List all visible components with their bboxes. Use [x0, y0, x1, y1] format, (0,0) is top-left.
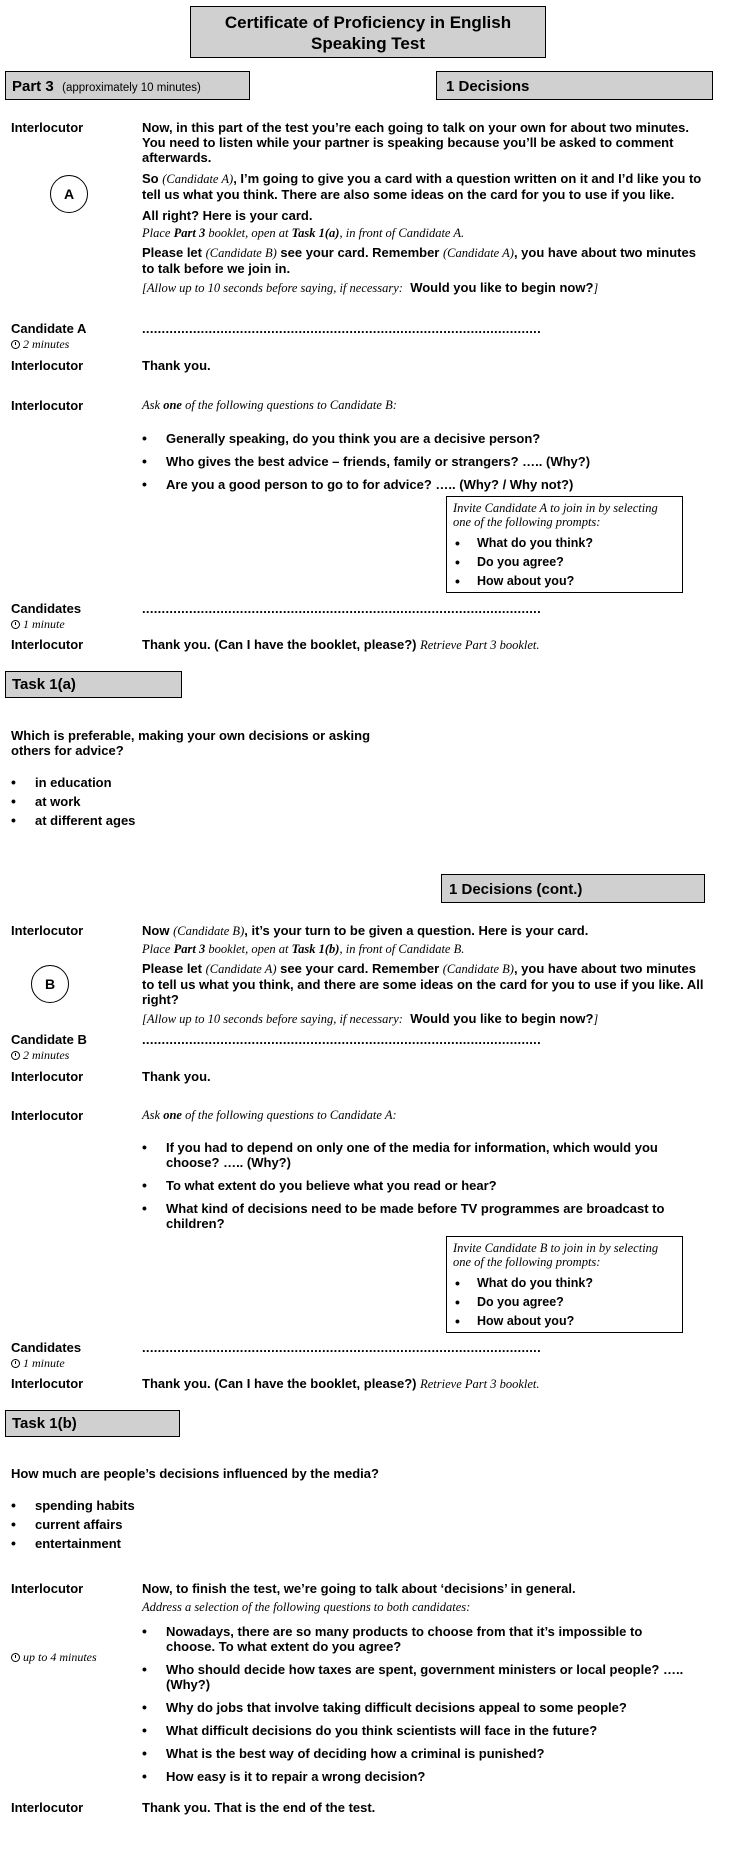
task-1b-question: How much are people’s decisions influenced by the media? [11, 1466, 379, 1481]
ask-a-lead: Ask one of the following questions to Candidate A: [142, 1108, 397, 1122]
final-question: • Why do jobs that involve taking difficult decisions appeal to some people? [142, 1699, 627, 1715]
final-question: • What is the best way of deciding how a criminal is punished? [142, 1745, 545, 1761]
retrieve-text: Thank you. (Can I have the booklet, please?) Retrieve Part 3 booklet. [142, 637, 540, 652]
candidate-b-circle: B [31, 965, 69, 1003]
clock-icon [11, 1653, 20, 1662]
intro-b-allow: [Allow up to 10 seconds before saying, if necessary: Would you like to begin now?] [142, 1011, 599, 1026]
section-title-cont: 1 Decisions (cont.) [449, 881, 583, 898]
task-1a-title-box [5, 671, 182, 698]
ask-b-lead: Ask one of the following questions to Candidate B: [142, 398, 397, 412]
final-question: • Nowadays, there are so many products to choose from that it’s impossible to choose. To what extent do you agree? [142, 1623, 643, 1654]
response-dots: ...................................................................................................... [142, 1340, 542, 1355]
task-1a-point: • in education [11, 774, 112, 790]
question-a-1: • If you had to depend on only one of the media for information, which would you choose? ….. (Why?) [142, 1139, 658, 1170]
part-label: Part 3 [12, 78, 54, 95]
question-b-1: • Generally speaking, do you think you are a decisive person? [142, 430, 541, 446]
prompt-b-head: Invite Candidate B to join in by selecting one of the following prompts: [453, 1241, 659, 1269]
candidates-time: 1 minute [11, 617, 65, 632]
clock-icon [11, 1051, 20, 1060]
question-a-3: • What kind of decisions need to be made before TV programmes are broadcast to children? [142, 1200, 665, 1231]
final-question: • How easy is it to repair a wrong decision? [142, 1768, 426, 1784]
response-dots: ...................................................................................................... [142, 1032, 542, 1047]
clock-icon [11, 620, 20, 629]
thank-you-text: Thank you. [142, 358, 211, 373]
intro-a-text [142, 120, 706, 296]
task-1b-point: • spending habits [11, 1497, 135, 1513]
candidates-time: 1 minute [11, 1356, 65, 1371]
response-dots: ...................................................................................................... [142, 321, 542, 336]
prompt-box-b [446, 1236, 683, 1333]
task-1a-question: Which is preferable, making your own decisions or asking others for advice? [11, 728, 371, 758]
title-line-1: Certificate of Proficiency in English [224, 13, 512, 32]
clock-icon [11, 340, 20, 349]
intro-a-note: Place Part 3 booklet, open at Task 1(a), in front of Candidate A. [142, 226, 465, 240]
retrieve-text: Thank you. (Can I have the booklet, please?) Retrieve Part 3 booklet. [142, 1376, 540, 1391]
prompt-b-item: • Do you agree? [453, 1293, 676, 1312]
intro-a-p3: All right? Here is your card. [142, 208, 313, 223]
intro-b-note: Place Part 3 booklet, open at Task 1(b), in front of Candidate B. [142, 942, 465, 956]
candidate-a-label: Candidate A [11, 321, 87, 336]
title-line-2: Speaking Test [311, 34, 425, 53]
intro-b-text [142, 923, 706, 1027]
task-1b-title-box [5, 1410, 180, 1437]
prompt-a-head: Invite Candidate A to join in by selecting one of the following prompts: [453, 501, 658, 529]
interlocutor-label: Interlocutor [11, 1376, 84, 1391]
final-time: up to 4 minutes [11, 1650, 97, 1665]
candidate-b-label: Candidate B [11, 1032, 87, 1047]
task-1a-title: Task 1(a) [12, 676, 76, 693]
intro-a-allow: [Allow up to 10 seconds before saying, if necessary: Would you like to begin now?] [142, 280, 599, 295]
interlocutor-label: Interlocutor [11, 1581, 84, 1596]
final-note: Address a selection of the following questions to both candidates: [142, 1600, 471, 1614]
prompt-a-item: • Do you agree? [453, 553, 676, 572]
interlocutor-label: Interlocutor [11, 637, 84, 652]
interlocutor-label: Interlocutor [11, 1069, 84, 1084]
title-box [190, 6, 546, 58]
thank-you-text: Thank you. [142, 1069, 211, 1084]
prompt-b-item: • What do you think? [453, 1274, 676, 1293]
interlocutor-label: Interlocutor [11, 358, 84, 373]
prompt-a-item: • How about you? [453, 572, 676, 591]
intro-a-p4: Please let (Candidate B) see your card. Remember (Candidate A), you have about two minutes to talk before we join in. [142, 245, 696, 276]
clock-icon [11, 1359, 20, 1368]
final-question: • Who should decide how taxes are spent, government ministers or local people? ….. (Why?) [142, 1661, 684, 1692]
task-1a-point: • at work [11, 793, 81, 809]
candidates-label: Candidates [11, 601, 82, 616]
intro-b-p1: Now (Candidate B), it’s your turn to be given a question. Here is your card. [142, 923, 589, 938]
intro-b-p2: Please let (Candidate A) see your card. Remember (Candidate B), you have about two minutes to tell us what you think, and there are some ideas on the card for you to use if you like. All right? [142, 961, 704, 1007]
interlocutor-label: Interlocutor [11, 398, 84, 413]
intro-a-p2: So (Candidate A), I’m going to give you a card with a question written on it and I’d like you to tell us what you think. There are also some ideas on the card for you to use if you like. [142, 171, 702, 202]
section-title-cont-box [441, 874, 705, 903]
candidate-a-time: 2 minutes [11, 337, 69, 352]
section-title-box [436, 71, 713, 100]
task-1b-point: • current affairs [11, 1516, 123, 1532]
question-a-2: • To what extent do you believe what you read or hear? [142, 1177, 497, 1193]
part-box [5, 71, 250, 100]
response-dots: ...................................................................................................... [142, 601, 542, 616]
candidate-a-circle: A [50, 175, 88, 213]
question-b-2: • Who gives the best advice – friends, family or strangers? ….. (Why?) [142, 453, 591, 469]
interlocutor-label: Interlocutor [11, 923, 84, 938]
intro-a-p1: Now, in this part of the test you’re each going to talk on your own for about two minutes. You need to listen while your partner is speaking because you’ll be asked to comment afterwards. [142, 120, 689, 165]
section-title: 1 Decisions [446, 78, 530, 95]
part-duration: (approximately 10 minutes) [62, 82, 201, 94]
task-1a-point: • at different ages [11, 812, 136, 828]
interlocutor-label: Interlocutor [11, 1800, 84, 1815]
task-1b-point: • entertainment [11, 1535, 121, 1551]
prompt-a-item: • What do you think? [453, 534, 676, 553]
final-question: • What difficult decisions do you think scientists will face in the future? [142, 1722, 598, 1738]
prompt-box-a [446, 496, 683, 593]
final-end: Thank you. That is the end of the test. [142, 1800, 376, 1815]
question-b-3: • Are you a good person to go to for advice? ….. (Why? / Why not?) [142, 476, 574, 492]
task-1b-title: Task 1(b) [12, 1415, 77, 1432]
prompt-b-item: • How about you? [453, 1312, 676, 1331]
candidates-label: Candidates [11, 1340, 82, 1355]
interlocutor-label: Interlocutor [11, 120, 84, 135]
candidate-b-time: 2 minutes [11, 1048, 69, 1063]
final-lead: Now, to finish the test, we’re going to talk about ‘decisions’ in general. [142, 1581, 576, 1596]
interlocutor-label: Interlocutor [11, 1108, 84, 1123]
